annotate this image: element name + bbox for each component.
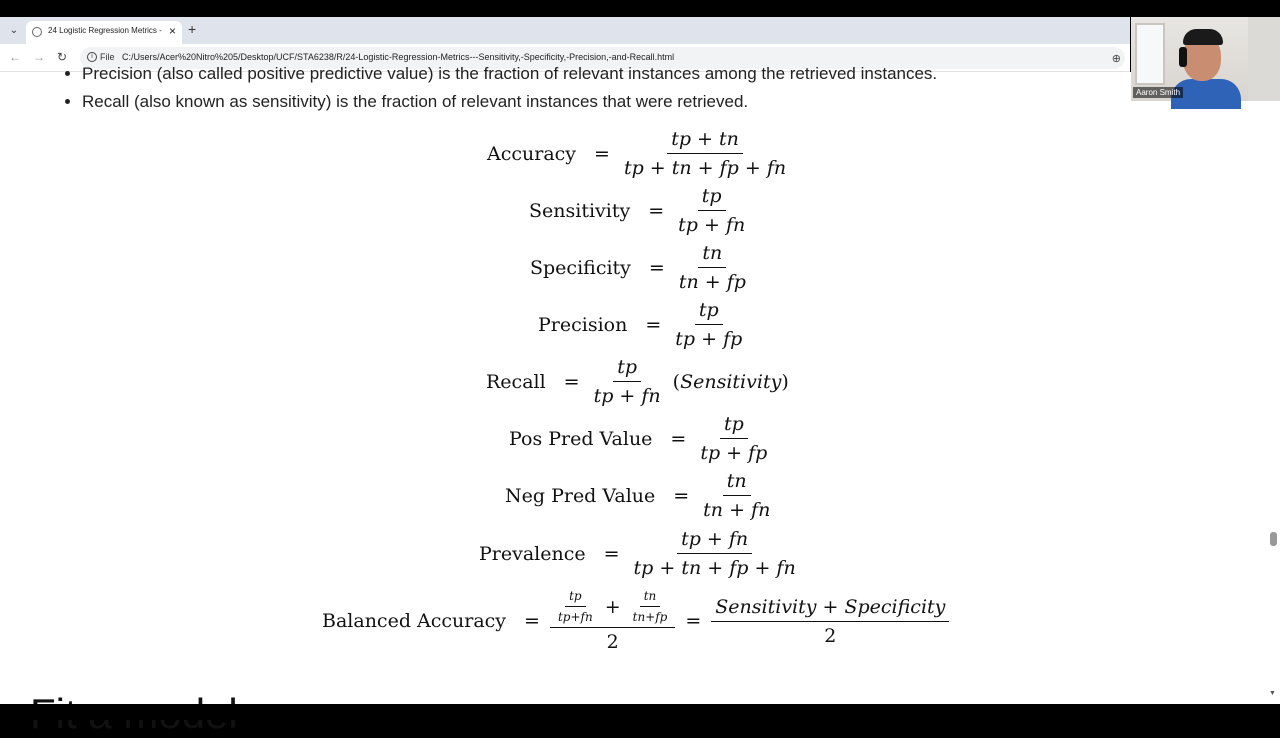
screen-top-bar [0, 0, 1280, 17]
denominator: tp + fn [678, 214, 746, 236]
equation-lhs: Precision [538, 313, 628, 336]
fraction [629, 589, 672, 624]
denominator: tp + tn + fp + fn [623, 157, 787, 179]
scrollbar-thumb[interactable] [1270, 532, 1277, 546]
precision-equation: Precision = $\frac{tp}{tp + fp}$ [538, 299, 746, 350]
denominator: tn + fp [678, 271, 746, 293]
numerator: tn [698, 242, 726, 268]
tab-title: 24 Logistic Regression Metrics - [48, 26, 162, 35]
denominator: tp + tn + fp + fn [633, 557, 796, 579]
numerator: tp + tn [667, 128, 743, 154]
numerator: tp [565, 589, 586, 607]
fraction [699, 470, 774, 521]
headset-microphone [1179, 47, 1187, 67]
prevalence-equation: Prevalence = $\frac{tp + fn}{tp + tn + fp + fn}$ [479, 528, 800, 579]
denominator: tn+fp [632, 610, 668, 624]
presenter-name: Aaron Smith [1133, 87, 1183, 98]
recall-equation: Recall = $\frac{tp}{tp + fn}$ (Sensitivity) [486, 356, 789, 407]
zoom-icon[interactable]: ⊕ [1111, 53, 1121, 65]
numerator: tp [698, 185, 726, 211]
page-content [0, 64, 1280, 704]
denominator: 2 [824, 624, 837, 647]
fraction [674, 185, 749, 236]
fraction [696, 413, 771, 464]
accuracy-equation: Accuracy = $\frac{tp + tn}{tp + tn + fp + fn}$ [487, 128, 790, 179]
equation-lhs: Prevalence [479, 542, 586, 565]
fraction [675, 242, 750, 293]
numerator: tp [613, 356, 641, 382]
numerator: tp [695, 299, 723, 325]
fraction [554, 589, 597, 624]
close-icon[interactable]: × [168, 24, 176, 38]
denominator: tp + fp [675, 328, 743, 350]
numerator: Sensitivity + Specificity [711, 596, 949, 622]
denominator: tp+fn [557, 610, 593, 624]
equation-lhs: Balanced Accuracy [322, 610, 507, 632]
tab-search-icon[interactable]: ⌄ [9, 25, 19, 36]
denominator: 2 [606, 631, 619, 653]
sensitivity-equation: Sensitivity = $\frac{tp}{tp + fn}$ [529, 185, 749, 236]
metric-formulas [0, 72, 1260, 704]
numerator: tp [720, 413, 748, 439]
fraction [590, 356, 665, 407]
specificity-equation: Specificity = $\frac{tn}{tn + fp}$ [530, 242, 750, 293]
tab-strip [0, 17, 1130, 44]
neg-pred-value-equation: Neg Pred Value = $\frac{tn}{tn + fn}$ [505, 470, 774, 521]
numerator: tp + fn [677, 528, 752, 554]
scrollbar[interactable] [1267, 72, 1280, 704]
browser-tab[interactable] [26, 21, 182, 44]
list-item: • Precision (also called positive predictive value) is the fraction of relevant instances among the retrieved instances. [82, 60, 937, 88]
equation-lhs: Pos Pred Value [509, 427, 653, 450]
globe-icon [32, 27, 42, 37]
denominator: tn + fn [703, 499, 771, 521]
equation-lhs: Neg Pred Value [505, 484, 656, 507]
numerator: tn [640, 589, 661, 607]
webcam-background [1248, 17, 1280, 101]
new-tab-icon[interactable]: + [188, 21, 197, 37]
equation-lhs: Recall [486, 370, 546, 393]
fraction [550, 589, 675, 653]
presenter-hat [1183, 29, 1223, 45]
url-text[interactable]: C:/Users/Acer%20Nitro%205/Desktop/UCF/STA6238/R/24-Logistic-Regression-Metrics---Sensitivity,-Specificity,-Precision,-and-Recall.html [122, 52, 675, 62]
forward-arrow-icon[interactable]: → [33, 50, 45, 64]
fraction [671, 299, 746, 350]
url-scheme-label: File [100, 52, 115, 62]
back-arrow-icon[interactable]: ← [9, 50, 21, 64]
screen-bottom-bar [0, 704, 1280, 720]
numerator: $\frac{tp}{tp+fn}$ + $\frac{tn}{tn+fp}$ [550, 589, 675, 628]
equation-lhs: Specificity [530, 256, 631, 279]
denominator: tp + fp [700, 442, 768, 464]
equation-lhs: Sensitivity [529, 199, 631, 222]
list-item: • Recall (also known as sensitivity) is the fraction of relevant instances that were retrieved. [82, 88, 937, 116]
equation-lhs: Accuracy [487, 142, 577, 165]
fraction [620, 128, 790, 179]
balanced-accuracy-equation: Balanced Accuracy = $\frac{tp}{tp+fn}$ + $\frac{tn}{tn+fp}$ 2 = $\frac{\text{Sensitivity + Specificity}}{2}$ [322, 589, 949, 653]
fraction [711, 596, 949, 647]
denominator: tp + fn [593, 385, 661, 407]
background-window [1135, 23, 1165, 85]
recall-note: Sensitivity [680, 370, 782, 393]
scroll-down-arrow-icon[interactable]: ▼ [1269, 690, 1276, 697]
fraction [630, 528, 800, 579]
numerator: tn [723, 470, 751, 496]
reload-icon[interactable]: ↻ [57, 50, 68, 64]
webcam-overlay [1131, 17, 1248, 101]
info-icon[interactable]: i [87, 52, 97, 62]
pos-pred-value-equation: Pos Pred Value = $\frac{tp}{tp + fp}$ [509, 413, 771, 464]
